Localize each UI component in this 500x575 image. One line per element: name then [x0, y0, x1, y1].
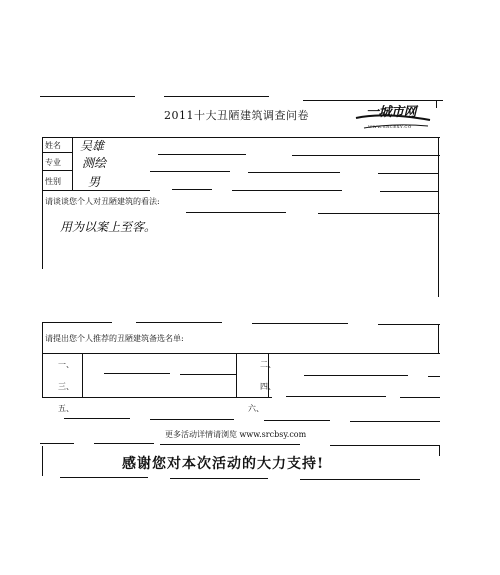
- top-rule: [303, 100, 443, 101]
- form-rule: [172, 189, 212, 190]
- footer-corner: [425, 445, 440, 456]
- form-rule: [186, 212, 286, 213]
- form-rule: [380, 191, 438, 192]
- form-rule: [150, 171, 230, 172]
- question1-answer: 用为以案上至客。: [60, 220, 157, 234]
- q2-left-border: [42, 322, 43, 397]
- site-logo: [354, 105, 434, 134]
- name-value: 吴雄: [80, 139, 105, 153]
- logo-text: 一城市网: [366, 105, 417, 120]
- footer-rule: [60, 477, 148, 478]
- form-title: 2011十大丑陋建筑调查问卷: [164, 109, 309, 122]
- slot-6-label: 六、: [248, 404, 264, 413]
- q2-right-border: [438, 324, 439, 354]
- gender-value: 男: [88, 175, 101, 189]
- name-row-rule: [42, 152, 72, 153]
- footer-rule: [94, 443, 154, 444]
- thanks-text: 感谢您对本次活动的大力支持!: [122, 456, 325, 472]
- form-rule: [318, 213, 440, 214]
- slot-line: [286, 396, 386, 397]
- slot-line: [64, 418, 130, 419]
- slot-3-label: 三、: [58, 382, 74, 391]
- q2-grid-col: [236, 353, 237, 397]
- label-column-divider: [72, 137, 73, 190]
- top-rule: [40, 96, 135, 97]
- top-rule: [164, 96, 269, 97]
- q2-grid-rule: [42, 397, 272, 398]
- form-rule: [378, 324, 440, 325]
- more-info-text: 更多活动详情请浏览 www.srcbsy.com: [165, 430, 307, 439]
- form-right-border: [438, 137, 439, 297]
- footer-rule: [330, 445, 436, 446]
- gender-label: 性别: [45, 177, 61, 186]
- slot-line: [180, 374, 236, 375]
- form-rule: [248, 172, 340, 173]
- footer-box-left: [42, 446, 43, 476]
- major-row-rule: [42, 170, 72, 171]
- q2-grid-rule: [42, 353, 440, 354]
- slot-5-label: 五、: [58, 404, 74, 413]
- top-right-tick: [436, 100, 437, 108]
- slot-line: [104, 373, 170, 374]
- q2-grid-col: [82, 353, 83, 397]
- question1-prompt: 请谈谈您个人对丑陋建筑的看法:: [45, 197, 160, 206]
- footer-rule: [170, 478, 268, 479]
- slot-1-label: 一、: [58, 360, 74, 369]
- form-rule: [252, 323, 348, 324]
- major-label: 专业: [45, 158, 61, 167]
- form-rule: [42, 322, 112, 323]
- footer-rule: [300, 479, 420, 480]
- question2-prompt: 请提出您个人推荐的丑陋建筑备选名单:: [45, 334, 184, 343]
- form-rule: [232, 190, 342, 191]
- form-rule: [292, 155, 440, 156]
- major-value: 测绘: [82, 156, 107, 170]
- form-rule: [378, 173, 438, 174]
- slot-line: [400, 397, 440, 398]
- footer-rule: [40, 443, 74, 444]
- slot-line: [428, 376, 440, 377]
- slot-line: [304, 375, 408, 376]
- slot-line: [264, 420, 330, 421]
- logo-subtext: WWW.SRCEXY.CO: [368, 124, 412, 129]
- form-left-border: [42, 137, 43, 269]
- form-rule: [136, 322, 222, 323]
- slot-4-label: 四、: [260, 382, 276, 391]
- name-label: 姓名: [45, 141, 61, 150]
- form-rule: [158, 154, 246, 155]
- gender-row-rule: [42, 190, 150, 191]
- footer-rule: [160, 444, 300, 445]
- slot-line: [350, 421, 440, 422]
- slot-line: [150, 419, 234, 420]
- slot-2-label: 二、: [260, 360, 276, 369]
